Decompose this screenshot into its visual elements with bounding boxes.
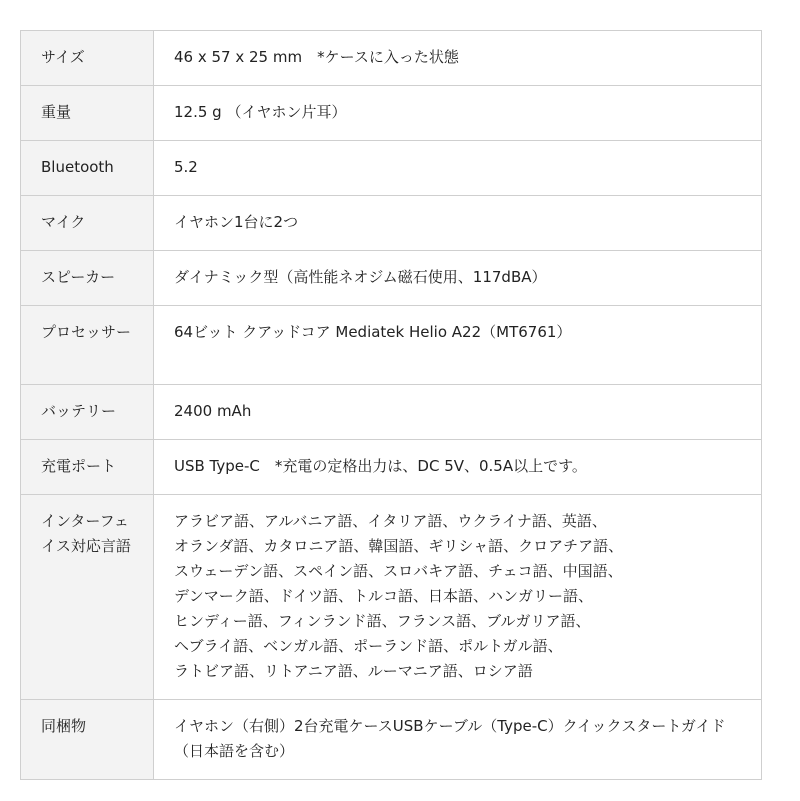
spec-value: イヤホン（右側）2台充電ケースUSBケーブル（Type-C）クイックスタートガイド（日本語を含む） <box>154 700 762 780</box>
spec-value: 5.2 <box>154 141 762 196</box>
spec-label: マイク <box>21 196 154 251</box>
spec-label: 同梱物 <box>21 700 154 780</box>
spec-row-speaker <box>21 251 762 306</box>
spec-row-size <box>21 31 762 86</box>
spec-value: アラビア語、アルバニア語、イタリア語、ウクライナ語、英語、 オランダ語、カタロニア語、韓国語、ギリシャ語、クロアチア語、 スウェーデン語、スペイン語、スロバキア語、チェコ語、中国語、 デンマーク語、ドイツ語、トルコ語、日本語、ハンガリー語、 ヒンディー語、フィンランド語、フランス語、ブルガリア語、 ヘブライ語、ベンガル語、ポーランド語、ポルトガル語、 ラトビア語、リトアニア語、ルーマニア語、ロシア語 <box>154 495 762 700</box>
spec-label: プロセッサー <box>21 306 154 385</box>
spec-label: サイズ <box>21 31 154 86</box>
spec-label: バッテリー <box>21 385 154 440</box>
spec-row-battery <box>21 385 762 440</box>
spec-value: イヤホン1台に2つ <box>154 196 762 251</box>
spec-label: Bluetooth <box>21 141 154 196</box>
spec-value: 2400 mAh <box>154 385 762 440</box>
spec-label: 充電ポート <box>21 440 154 495</box>
spec-value: 46 x 57 x 25 mm *ケースに入った状態 <box>154 31 762 86</box>
spec-label: 重量 <box>21 86 154 141</box>
spec-label: インターフェイス対応言語 <box>21 495 154 700</box>
spec-row-contents <box>21 700 762 780</box>
spec-label: スピーカー <box>21 251 154 306</box>
spec-row-bluetooth <box>21 141 762 196</box>
spec-row-languages <box>21 495 762 700</box>
spec-value: ダイナミック型（高性能ネオジム磁石使用、117dBA） <box>154 251 762 306</box>
spec-value: 64ビット クアッドコア Mediatek Helio A22（MT6761） <box>154 306 762 385</box>
spec-row-processor <box>21 306 762 385</box>
spec-row-weight <box>21 86 762 141</box>
spec-value: 12.5 g （イヤホン片耳） <box>154 86 762 141</box>
spec-value: USB Type-C *充電の定格出力は、DC 5V、0.5A以上です。 <box>154 440 762 495</box>
spec-table <box>20 30 762 780</box>
spec-row-microphone <box>21 196 762 251</box>
spec-row-charging-port <box>21 440 762 495</box>
